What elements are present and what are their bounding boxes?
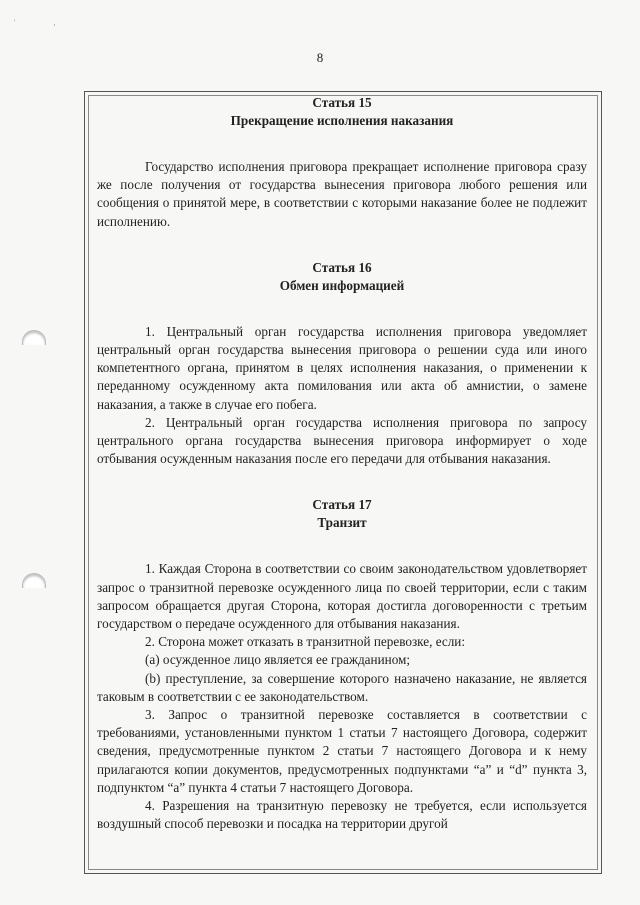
article-number: Статья 15 [312, 95, 372, 110]
article-16 [97, 259, 587, 469]
article-number: Статья 17 [312, 497, 372, 513]
article-title: Транзит [317, 515, 367, 531]
article-paragraph: 2. Центральный орган государства исполнения приговора по запросу центрального органа государства вынесения приговора информирует о ходе отбывания осужденным наказания после его передачи для отбывания наказания. [97, 414, 587, 467]
article-subparagraph: (b) преступление, за совершение которого назначено наказание, не является таковым в соответствии с ее законодательством. [97, 670, 587, 704]
article-number: Статья 16 [312, 259, 372, 275]
article-title: Обмен информацией [279, 277, 405, 293]
article-subparagraph: (a) осужденное лицо является ее гражданином; [145, 652, 411, 668]
article-paragraph: 3. Запрос о транзитной перевозке составляется в соответствии с требованиями, установленными пунктом 1 статьи 7 настоящего Договора, содержит сведения, предусмотренные пунктом 2 статьи 7 настоящего Договора и к нему прилагаются копии документов, предусмотренных подпунктами “a” и “d” пункта 3, подпунктом “a” пункта 4 статьи 7 настоящего Договора. [97, 707, 587, 795]
article-15 [97, 94, 587, 231]
article-paragraph: 4. Разрешения на транзитную перевозку не требуется, если используется воздушный способ перевозки и посадка на территории другой [97, 798, 587, 832]
page-number: 8 [316, 50, 324, 65]
article-paragraph: 2. Сторона может отказать в транзитной перевозке, если: [145, 634, 466, 650]
document-body [97, 94, 587, 833]
article-paragraph: 1. Центральный орган государства исполнения приговора уведомляет центральный орган государства вынесения приговора о решении суда или иного компетентного органа, принятом в целях исполнения наказания, о применении к переданному осужденному акта помилования или акта об амнистии, о замене наказания, а также в случае его побега. [97, 323, 587, 412]
punch-hole [22, 330, 46, 345]
article-paragraph: 1. Каждая Сторона в соответствии со своим законодательством удовлетворяет запрос о транзитной перевозке осужденного лица по своей территории, если с таким запросом обращается другая Сторона, которая достигла договоренности с третьим государством о передаче осужденного для отбывания наказания. [97, 561, 587, 632]
article-title: Прекращение исполнения наказания [230, 113, 454, 128]
punch-hole [22, 573, 46, 588]
scan-specks: ' , [14, 18, 74, 27]
article-paragraph: Государство исполнения приговора прекращает исполнение приговора сразу же после получения от государства вынесения приговора любого решения или сообщения о принятой мере, в соответствии с которыми наказание более не подлежит исполнению. [97, 159, 587, 229]
article-17 [97, 496, 587, 833]
